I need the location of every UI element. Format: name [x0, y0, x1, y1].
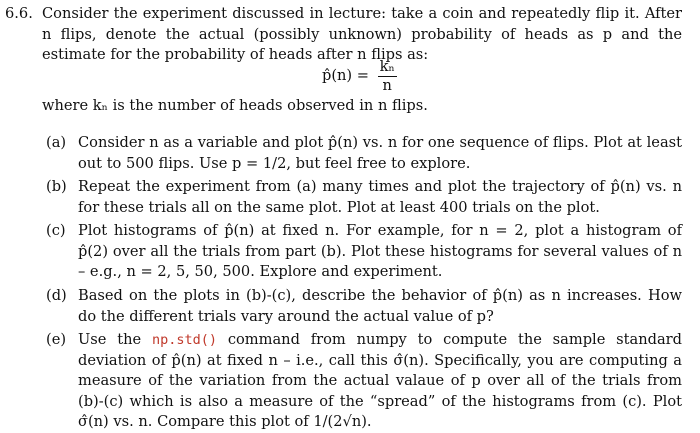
subproblem-d — [46, 286, 682, 327]
formula-lhs: p̂(n) = — [322, 67, 369, 85]
subproblem-label: (b) — [46, 178, 67, 195]
subproblem-text — [78, 330, 682, 433]
subproblem-label: (a) — [46, 134, 67, 151]
subproblem-a — [46, 133, 682, 174]
subproblem-text: Repeat the experiment from (a) many times and plot the trajectory of p̂(n) vs. n for these trials all on the same plot. Plot at least 400 trials on the plot. — [78, 178, 682, 216]
subproblem-text: Based on the plots in (b)-(c), describe the behavior of p̂(n) as n increases. How do the different trials vary around the actual value of p? — [78, 287, 682, 325]
subproblem-b — [46, 177, 682, 218]
subproblem-text-before: Use the — [78, 331, 142, 348]
problem-intro: Consider the experiment discussed in lecture: take a coin and repeatedly flip it. After n flips, denote the actual (possibly unknown) probability of heads as p and the estimate for the probability of heads after n flips as: — [42, 5, 682, 63]
formula-numerator: kₙ — [379, 58, 395, 75]
subproblem-text: Consider n as a variable and plot p̂(n) vs. n for one sequence of flips. Plot at least out to 500 flips. Use p = 1/2, but feel free to explore. — [78, 134, 682, 172]
subproblem-label: (d) — [46, 287, 67, 304]
subproblem-c — [46, 221, 682, 283]
subproblem-label: (c) — [46, 222, 66, 239]
formula-denominator: n — [382, 77, 392, 94]
subproblem-text: Plot histograms of p̂(n) at fixed n. For example, for n = 2, plot a histogram of p̂(2) over all the trials from part (b). Plot these histograms for several values of n – e.g., n = 2, 5, 50, 500. Explore and experiment. — [78, 222, 682, 280]
subproblem-e — [46, 330, 682, 433]
formula-fraction — [378, 58, 397, 95]
problem-number: 6.6. — [5, 5, 33, 22]
subproblem-label: (e) — [46, 331, 67, 348]
code-snippet: np.std() — [151, 332, 218, 348]
formula-definition: where kₙ is the number of heads observed in n flips. — [42, 97, 428, 114]
subproblem-text-after: command from numpy to compute the sample standard deviation of p̂(n) at fixed n – i.e., call this σ̂(n). Specifically, you are computing a measure of the variation from the actual valaue of p over all of the trials from (b)-(c) which is also a measure of the “spread” of the histograms from (c). Plot σ̂(n) vs. n. Compare this plot of 1/(2√n). — [78, 331, 683, 430]
